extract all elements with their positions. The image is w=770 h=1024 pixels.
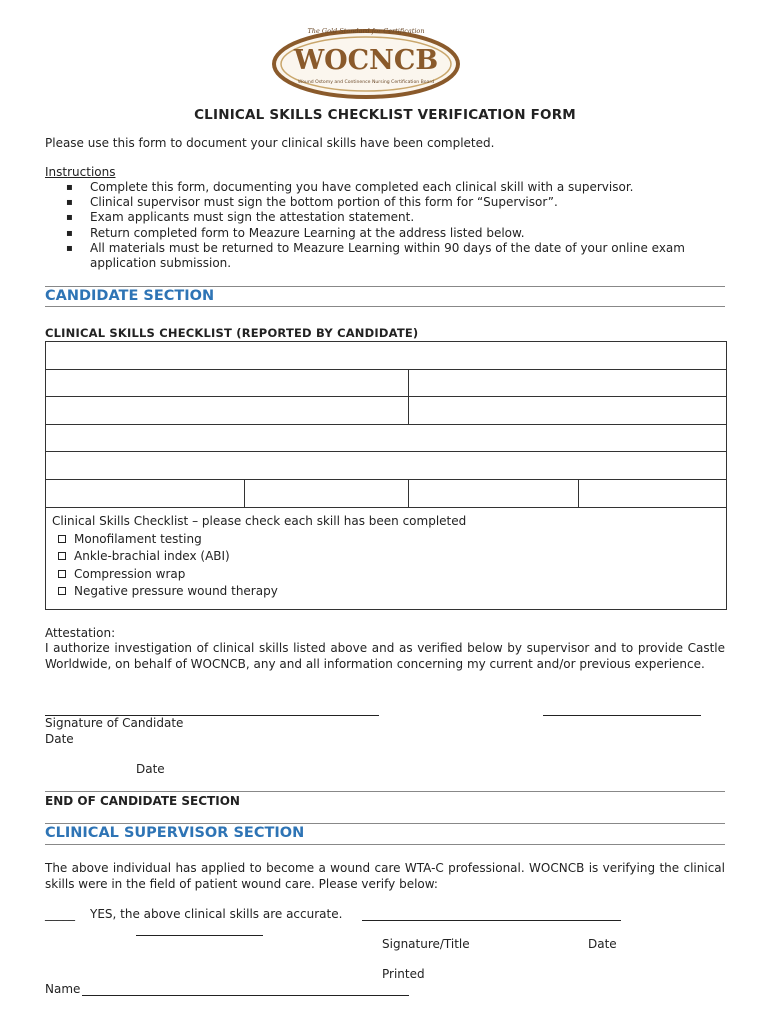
instruction-item: ▪ Clinical supervisor must sign the bottom portion of this form for “Supervisor”. (63, 195, 685, 210)
yes-statement: YES, the above clinical skills are accurate. (90, 907, 343, 921)
supervisor-date-line[interactable] (136, 935, 263, 936)
logo-tagline: The Gold Standard for Certification (307, 27, 425, 35)
instruction-item: ▪ Return completed form to Meazure Learning at the address listed below. (63, 226, 685, 241)
skill-label: Monofilament testing (74, 531, 202, 546)
skills-checklist (52, 513, 466, 601)
signature-title-label: Signature/Title (382, 937, 470, 951)
candidate-field-10[interactable] (408, 479, 579, 508)
date-label: Date (136, 762, 165, 776)
instructions-heading: Instructions (45, 165, 116, 179)
candidate-date-line[interactable] (543, 715, 701, 716)
instruction-continuation: application submission. (90, 256, 232, 270)
candidate-field-4[interactable] (45, 396, 409, 425)
instruction-item: ▪ Exam applicants must sign the attestation statement. (63, 210, 685, 225)
logo-name: WOCNCB (293, 45, 439, 76)
printed-label: Printed (382, 967, 425, 981)
candidate-field-11[interactable] (578, 479, 727, 508)
supervisor-date-label: Date (588, 937, 617, 951)
form-title: CLINICAL SKILLS CHECKLIST VERIFICATION FORM (194, 107, 576, 123)
instruction-item: ▪ Complete this form, documenting you have completed each clinical skill with a supervisor. (63, 180, 685, 195)
skill-label: Compression wrap (74, 566, 186, 581)
candidate-field-3[interactable] (408, 369, 727, 397)
skill-label: Negative pressure wound therapy (74, 584, 278, 598)
skill-item[interactable] (52, 566, 466, 584)
end-candidate-label: END OF CANDIDATE SECTION (45, 794, 240, 808)
section-rule-top (45, 791, 725, 792)
candidate-field-7[interactable] (45, 451, 727, 480)
checkbox-icon[interactable] (58, 535, 66, 543)
candidate-field-8[interactable] (45, 479, 245, 508)
section-rule-bottom (45, 844, 725, 845)
checkbox-icon[interactable] (58, 552, 66, 560)
candidate-field-6[interactable] (45, 424, 727, 452)
printed-name-line[interactable] (82, 995, 409, 996)
date-label: Date (45, 732, 74, 746)
supervisor-section-title: CLINICAL SUPERVISOR SECTION (45, 825, 305, 841)
name-label: Name (45, 982, 81, 996)
checkbox-icon[interactable] (58, 587, 66, 595)
section-rule-top (45, 823, 725, 824)
candidate-field-2[interactable] (45, 369, 409, 397)
section-rule-bottom (45, 306, 725, 307)
candidate-field-5[interactable] (408, 396, 727, 425)
signature-label: Signature of Candidate (45, 716, 184, 730)
supervisor-signature-line[interactable] (362, 920, 621, 921)
attestation-heading: Attestation: (45, 626, 116, 640)
checklist-title: CLINICAL SKILLS CHECKLIST (REPORTED BY CANDIDATE) (45, 326, 419, 340)
skill-label: Ankle-brachial index (ABI) (74, 549, 230, 563)
checkbox-icon[interactable] (58, 570, 66, 578)
candidate-field-1[interactable] (45, 341, 727, 370)
yes-blank[interactable]: _____ (45, 907, 75, 921)
candidate-field-9[interactable] (244, 479, 409, 508)
wocncb-logo (268, 20, 464, 100)
skill-item[interactable] (52, 548, 466, 566)
logo-subtitle: Wound Ostomy and Continence Nursing Certification Board (297, 80, 435, 85)
checklist-prompt: Clinical Skills Checklist – please check each skill has been completed (52, 514, 467, 528)
logo-graphic (268, 20, 464, 100)
section-rule-top (45, 286, 725, 287)
intro-text: Please use this form to document your clinical skills have been completed. (45, 136, 495, 150)
skill-item[interactable] (52, 531, 466, 549)
instructions-list (63, 180, 685, 256)
candidate-section-title: CANDIDATE SECTION (45, 288, 215, 304)
skill-item[interactable] (52, 583, 466, 601)
instruction-item: ▪ All materials must be returned to Meazure Learning within 90 days of the date of your online exam (63, 241, 685, 256)
attestation-text: I authorize investigation of clinical skills listed above and as verified below by supervisor and to provide Castle Worldwide, on behalf of WOCNCB, any and all information concerning my current and/or previous experience. (45, 641, 725, 671)
supervisor-intro: The above individual has applied to become a wound care WTA-C professional. WOCNCB is verifying the clinical skills were in the field of patient wound care. Please verify below: (45, 861, 725, 891)
